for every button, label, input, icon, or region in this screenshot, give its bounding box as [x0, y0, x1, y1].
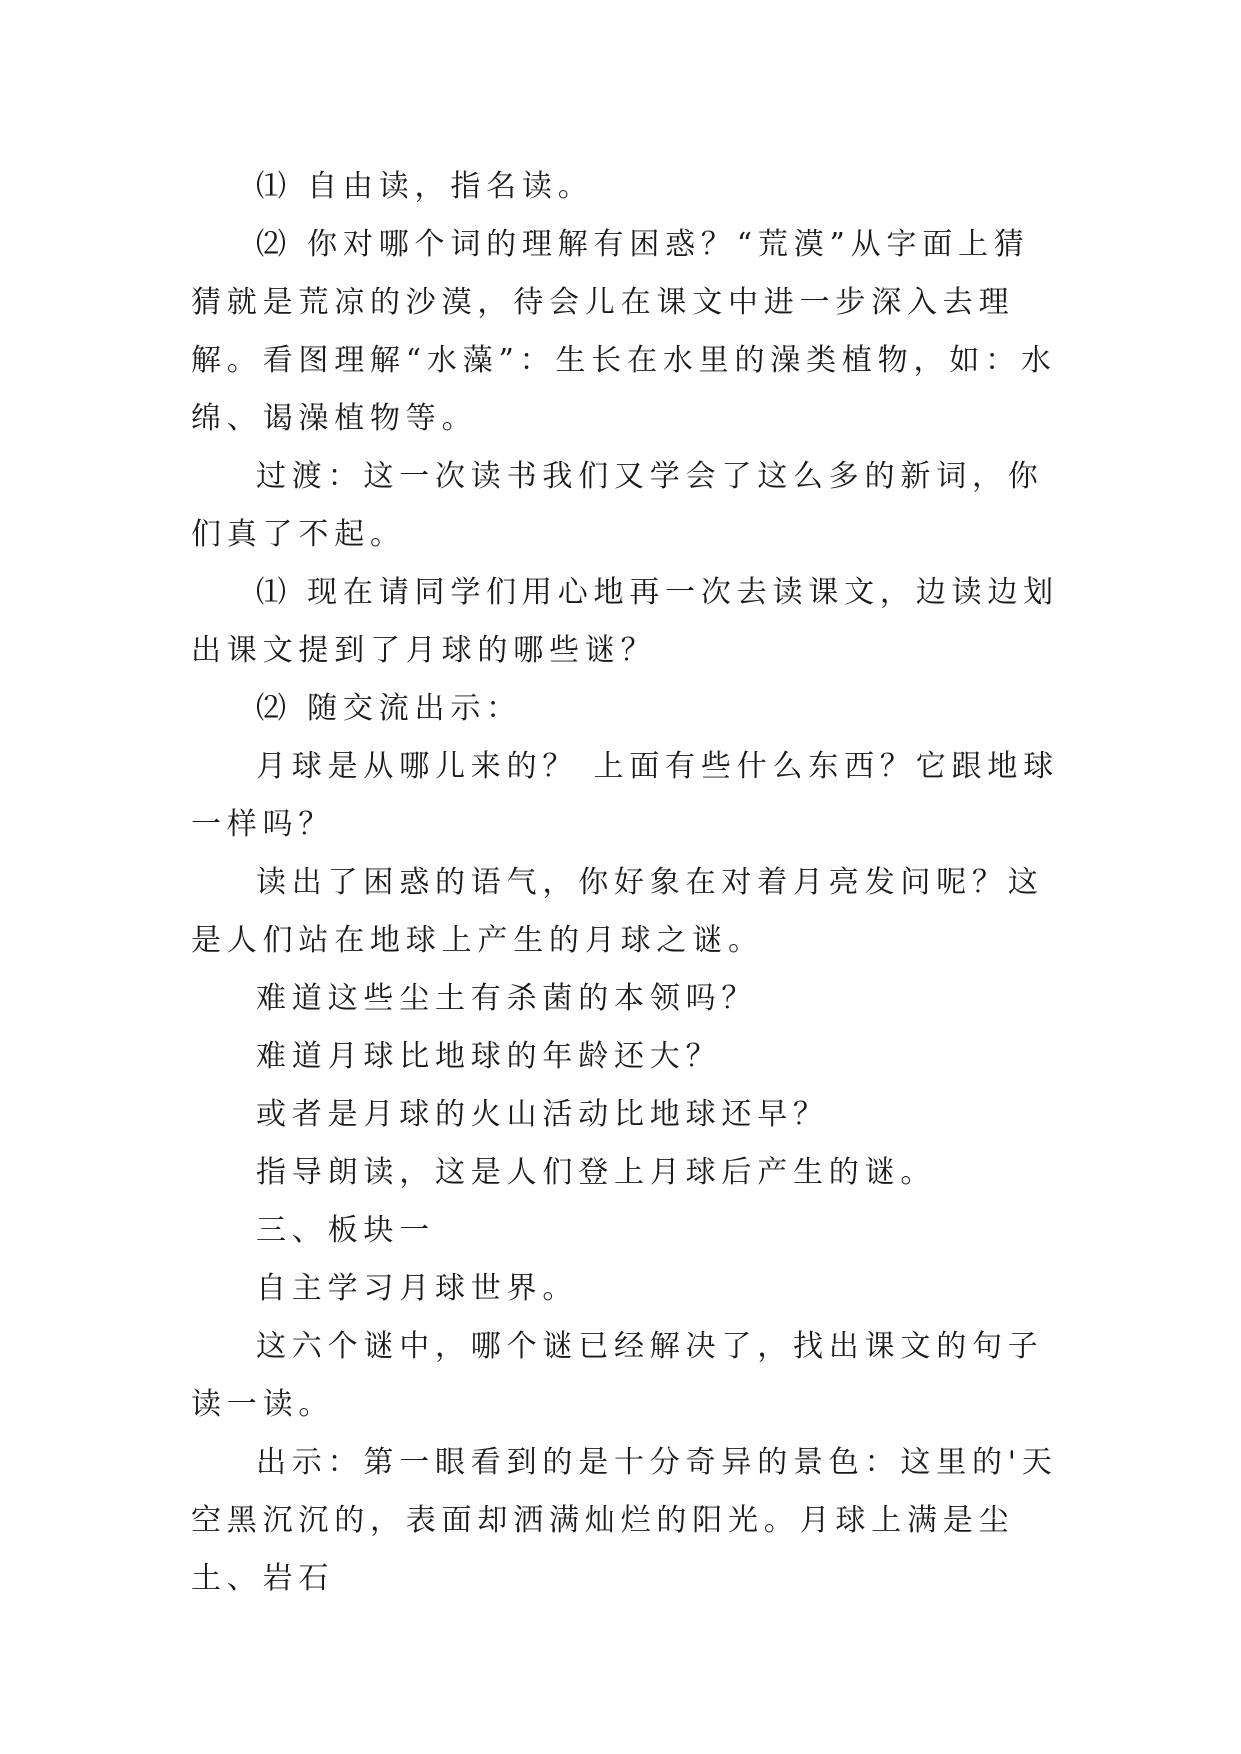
- paragraph: 自主学习月球世界。: [256, 1271, 579, 1306]
- paragraph: 指导朗读，这是人们登上月球后产生的谜。: [256, 1155, 937, 1190]
- paragraph: ⑴ 现在请同学们用心地再一次去读课文，边读边划出课文提到了月球的哪些谜？: [191, 575, 1059, 668]
- paragraph: 难道月球比地球的年龄还大？: [256, 1039, 722, 1074]
- paragraph: 读出了困惑的语气，你好象在对着月亮发问呢？这是人们站在地球上产生的月球之谜。: [191, 865, 1044, 958]
- paragraph: 或者是月球的火山活动比地球还早？: [256, 1097, 829, 1132]
- paragraph: 月球是从哪儿来的？ 上面有些什么东西？它跟地球一样吗？: [191, 749, 1059, 842]
- paragraph: 难道这些尘土有杀菌的本领吗？: [256, 981, 758, 1016]
- paragraph: ⑵ 随交流出示：: [256, 691, 522, 726]
- paragraph: ⑴ 自由读，指名读。: [256, 169, 594, 204]
- paragraph: 过渡：这一次读书我们又学会了这么多的新词，你们真了不起。: [191, 459, 1044, 552]
- section-heading: 三、板块一: [256, 1213, 435, 1248]
- paragraph: ⑵ 你对哪个词的理解有困惑？“荒漠”从字面上猜猜就是荒凉的沙漠，待会儿在课文中进一步深入去理解。看图理解“水藻”：生长在水里的澡类植物，如：水绵、谒澡植物等。: [191, 227, 1057, 436]
- document-body: [191, 158, 1061, 1608]
- paragraph: 出示：第一眼看到的是十分奇异的景色：这里的'天空黑沉沉的，表面却洒满灿烂的阳光。月球上满是尘土、岩石: [191, 1445, 1058, 1596]
- paragraph: 这六个谜中，哪个谜已经解决了，找出课文的句子读一读。: [191, 1329, 1044, 1422]
